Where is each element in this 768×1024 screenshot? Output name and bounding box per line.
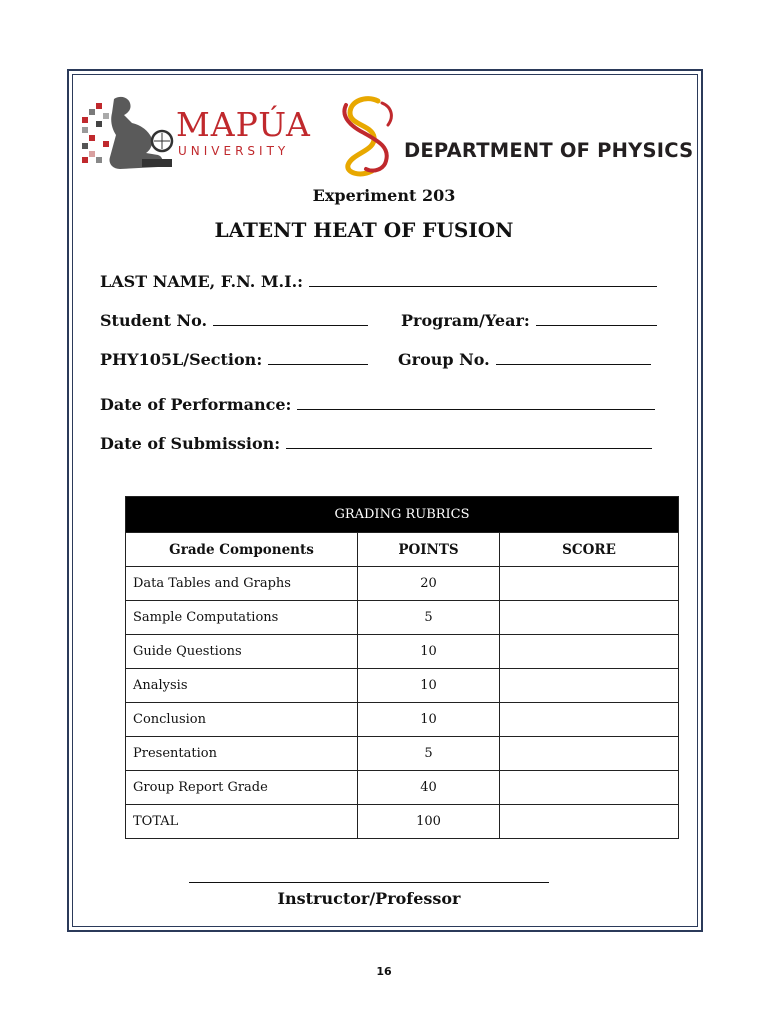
component-cell: Analysis (126, 669, 358, 703)
table-row (126, 703, 679, 737)
date-performance-label: Date of Performance: (100, 395, 292, 414)
group-no-label: Group No. (398, 350, 490, 369)
table-row (126, 669, 679, 703)
column-header: Grade Components (126, 533, 358, 567)
grading-rubric-table (125, 496, 679, 839)
signature-line[interactable] (189, 882, 549, 883)
date-performance-blank[interactable] (297, 395, 655, 410)
date-submission-field[interactable] (100, 434, 652, 454)
physics-swirl-icon (338, 95, 400, 177)
group-no-blank[interactable] (496, 350, 651, 365)
score-cell[interactable] (500, 737, 679, 771)
date-submission-label: Date of Submission: (100, 434, 281, 453)
student-no-label: Student No. (100, 311, 208, 330)
points-cell: 5 (358, 737, 500, 771)
signature-label: Instructor/Professor (277, 889, 461, 908)
section-blank[interactable] (268, 350, 368, 365)
column-header: SCORE (500, 533, 679, 567)
university-subtitle: UNIVERSITY (178, 144, 290, 158)
score-cell[interactable] (500, 669, 679, 703)
table-row (126, 567, 679, 601)
component-cell: Data Tables and Graphs (126, 567, 358, 601)
date-performance-field[interactable] (100, 395, 655, 415)
points-cell: 5 (358, 601, 500, 635)
student-no-blank[interactable] (213, 311, 368, 326)
component-cell: Guide Questions (126, 635, 358, 669)
table-row (126, 601, 679, 635)
score-cell[interactable] (500, 805, 679, 839)
last-name-field[interactable] (100, 272, 657, 292)
program-year-field[interactable] (401, 311, 657, 331)
rubric-title-row (126, 497, 679, 533)
last-name-blank[interactable] (309, 272, 657, 287)
points-cell: 10 (358, 669, 500, 703)
component-cell: Conclusion (126, 703, 358, 737)
points-cell: 40 (358, 771, 500, 805)
program-year-label: Program/Year: (401, 311, 530, 330)
group-no-field[interactable] (398, 350, 651, 370)
component-cell: Sample Computations (126, 601, 358, 635)
score-cell[interactable] (500, 771, 679, 805)
program-year-blank[interactable] (536, 311, 657, 326)
score-cell[interactable] (500, 703, 679, 737)
points-cell: 20 (358, 567, 500, 601)
table-row-total (126, 805, 679, 839)
date-submission-blank[interactable] (286, 434, 652, 449)
experiment-title: LATENT HEAT OF FUSION (214, 218, 514, 242)
score-cell[interactable] (500, 567, 679, 601)
student-no-field[interactable] (100, 311, 368, 331)
points-cell: 10 (358, 635, 500, 669)
component-cell: Group Report Grade (126, 771, 358, 805)
component-cell: Presentation (126, 737, 358, 771)
rubric-title: GRADING RUBRICS (126, 497, 679, 533)
points-cell: 10 (358, 703, 500, 737)
university-name: MAPÚA (176, 105, 311, 144)
component-cell: TOTAL (126, 805, 358, 839)
column-header: POINTS (358, 533, 500, 567)
score-cell[interactable] (500, 601, 679, 635)
section-field[interactable] (100, 350, 368, 370)
page-number: 16 (376, 965, 392, 978)
score-cell[interactable] (500, 635, 679, 669)
experiment-number: Experiment 203 (312, 186, 456, 205)
last-name-label: LAST NAME, F.N. M.I.: (100, 272, 304, 291)
table-row (126, 771, 679, 805)
table-row (126, 737, 679, 771)
rubric-header-row (126, 533, 679, 567)
department-name: DEPARTMENT OF PHYSICS (404, 139, 694, 162)
points-cell: 100 (358, 805, 500, 839)
table-row (126, 635, 679, 669)
section-label: PHY105L/Section: (100, 350, 263, 369)
